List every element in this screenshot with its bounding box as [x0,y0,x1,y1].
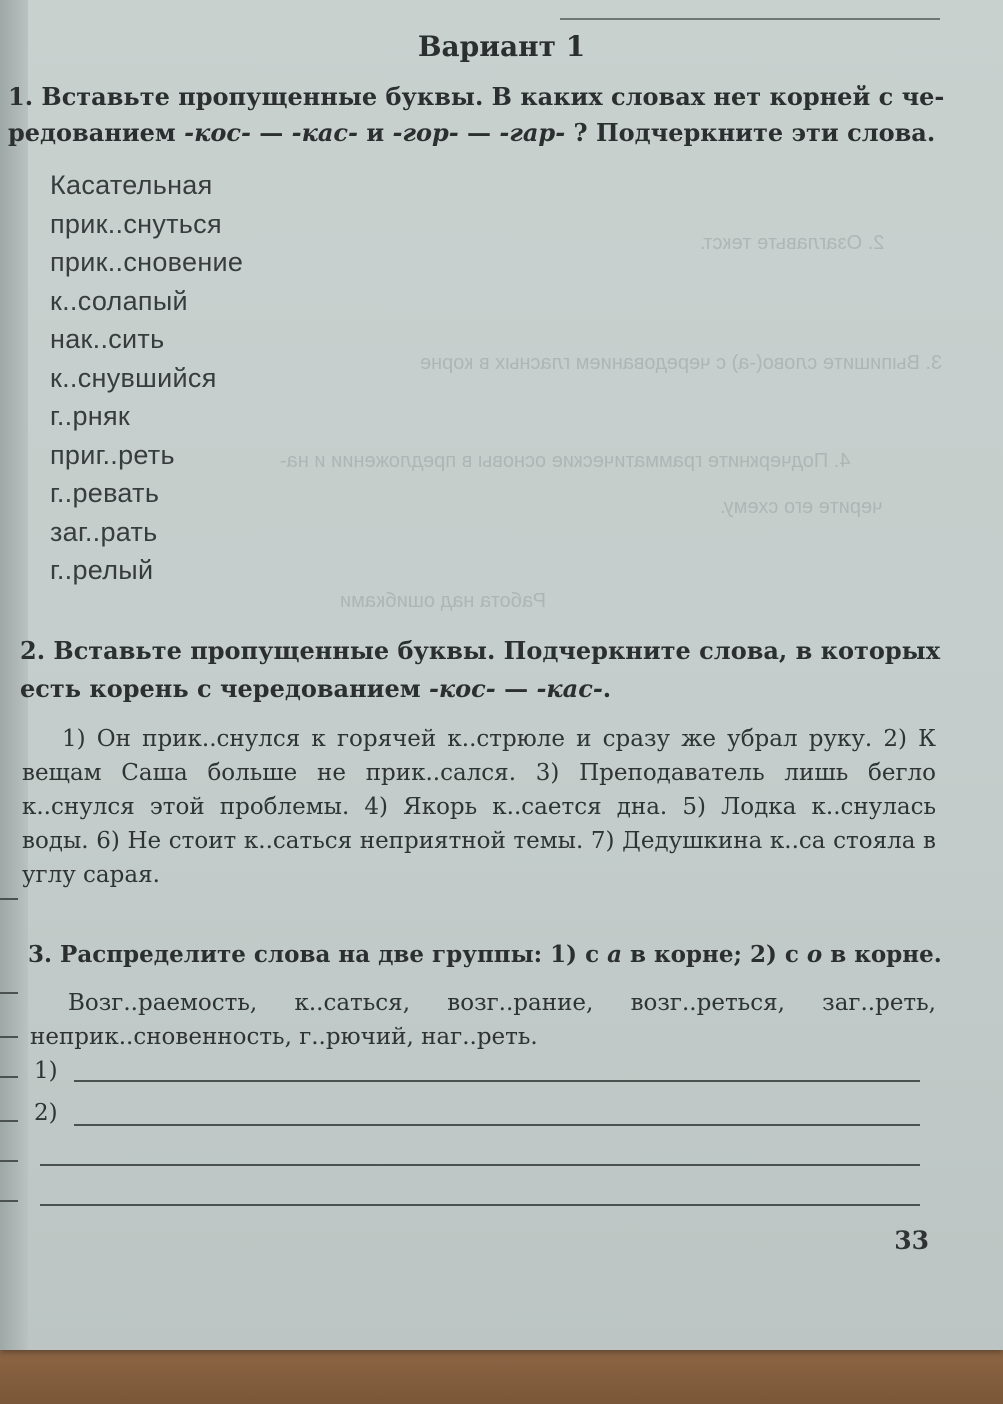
word-item: заг..рать [50,516,158,547]
answer-line-1[interactable] [74,1080,920,1082]
top-rule-line [560,18,940,20]
bleed-through-text: 3. Выпишите слово(-а) с чередованием гласных в корне [420,352,943,374]
task1-heading-line1: 1. Вставьте пропущенные буквы. В каких словах нет корней с че- [8,82,945,111]
task2-heading-line2: есть корень с чередованием -кос- — -кас-. [20,674,612,703]
word-item: г..рняк [50,401,131,431]
word-item: приг..реть [50,439,175,470]
margin-mark [0,898,18,900]
task3-word-list: Возг..раемость, к..саться, возг..рание, возг..реться, заг..реть, неприк..сновенность, г..рючий, наг..реть. [30,990,936,1050]
margin-mark [0,1076,18,1078]
word-item: к..снувшийся [50,362,217,393]
group1-label: 1) [34,1058,58,1084]
word-item: нак..сить [50,324,165,354]
answer-line-2[interactable] [74,1124,920,1126]
task2-heading-line1: 2. Вставьте пропущенные буквы. Подчеркните слова, в которых [20,636,941,665]
word-item: Касательная [50,170,213,200]
margin-mark [0,1120,18,1122]
page-number: 33 [894,1226,929,1255]
answer-line-3[interactable] [40,1164,920,1166]
word-item: к..солапый [50,285,188,316]
bleed-through-text: 2. Озаглавьте текст. [700,232,885,254]
task1-heading-line2: редованием -кос- — -кас- и -гор- — -гар- ? Подчеркните эти слова. [8,118,936,147]
word-item: г..ревать [50,478,160,508]
margin-mark [0,1036,18,1038]
margin-mark [0,992,18,994]
word-item: г..релый [50,555,154,585]
task2-sentences: 1) Он прик..снулся к горячей к..стрюле и сразу же убрал руку. 2) К вещам Саша больше не прик..сался. 3) Преподаватель лишь бегло к..снулся этой проблемы. 4) Якорь к..сается дна. 5) Лодка к..снулась воды. 6) Не стоит к..саться неприятной темы. 7) Дедушкина к..са стояла в углу сарая. [22,726,936,888]
group2-label: 2) [34,1100,58,1126]
task3-heading: 3. Распределите слова на две группы: 1) с а в корне; 2) с о в корне. [28,941,942,968]
answer-line-4[interactable] [40,1204,920,1206]
bleed-through-text: 4. Подчеркните грамматические основы в предложении и на- [280,450,851,472]
page-title: Вариант 1 [417,30,586,63]
task1-word-list [50,166,243,590]
word-item: прик..сновение [50,247,244,277]
bleed-through-text: Работа над ошибками [340,590,546,612]
margin-mark [0,1200,18,1202]
bleed-through-text: черите его схему. [720,496,883,518]
margin-mark [0,1160,18,1162]
word-item: прик..снуться [50,208,222,239]
